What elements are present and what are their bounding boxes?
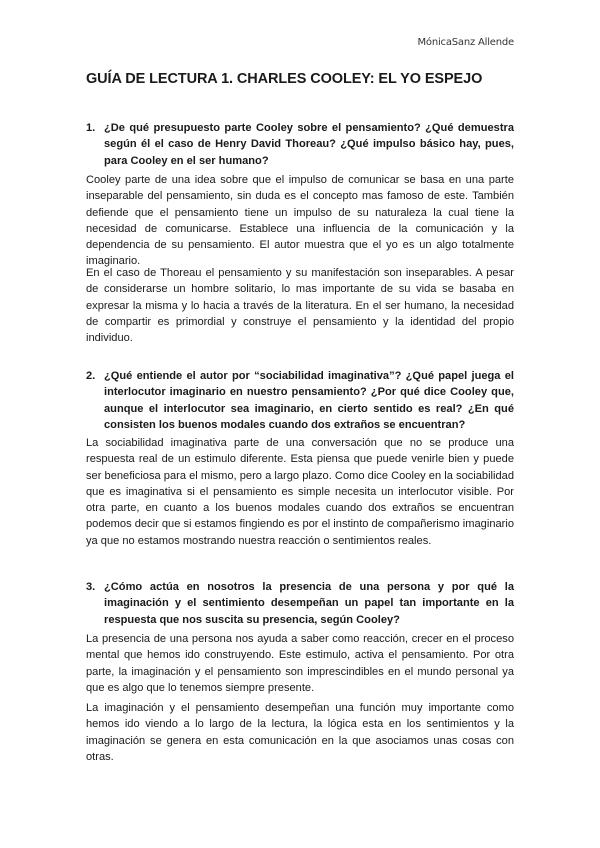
question-text: ¿Cómo actúa en nosotros la presencia de una persona y por qué la imaginación y el sentimiento desempeñan un papel tan importante en la respuesta que nos suscita su presencia, según Cooley? xyxy=(104,581,514,626)
section-3-paragraph-1: La presencia de una persona nos ayuda a saber como reacción, crecer en el proceso mental que hemos ido construyendo. Este estimulo, activa el pensamiento. Por otra parte, la imaginación y el pensamiento son imprescindibles en el mundo personal ya que es algo que lo tenemos siempre presente. xyxy=(86,633,514,694)
question-number: 3. xyxy=(86,581,96,593)
section-1-paragraph-2: En el caso de Thoreau el pensamiento y su manifestación son inseparables. A pesar de considerarse un hombre solitario, lo mas importante de su vida se basaba en expresar la misma y lo hacia a través de la literatura. En el ser humano, la necesidad de compartir es primordial y construye el pensamiento y la identidad del propio individuo. xyxy=(86,267,514,345)
section-3-question xyxy=(86,579,514,628)
section-1-question xyxy=(86,120,514,169)
question-number: 2. xyxy=(86,370,96,382)
section-3-paragraph-2: La imaginación y el pensamiento desempeñan una función muy importante como hemos ido viendo a lo largo de la lectura, la lógica esta en los sentimientos y la imaginación se genera en esta comunicación en la que asociamos unas cosas con otras. xyxy=(86,702,514,763)
question-text: ¿De qué presupuesto parte Cooley sobre el pensamiento? ¿Qué demuestra según él el caso de Henry David Thoreau? ¿Qué impulso básico hay, pues, para Cooley en el ser humano? xyxy=(104,122,514,167)
section-1-paragraph-1: Cooley parte de una idea sobre que el impulso de comunicar se basa en una parte inseparable del pensamiento, sin duda es el concepto mas famoso de este. También defiende que el pensamiento tiene un impulso de su naturaleza la cual tiene la necesidad de comunicarse. Establece una influencia de la comunicación y la dependencia de su pensamiento. El autor muestra que el yo es un algo totalmente imaginario. xyxy=(86,174,514,268)
section-2-question xyxy=(86,368,514,434)
page-title: GUÍA DE LECTURA 1. CHARLES COOLEY: EL YO ESPEJO xyxy=(86,71,483,87)
header-author: MónicaSanz Allende xyxy=(417,37,514,48)
question-text: ¿Qué entiende el autor por “sociabilidad imaginativa”? ¿Qué papel juega el interlocutor imaginario en nuestro pensamiento? ¿Por qué dice Cooley que, aunque el interlocutor sea imaginario, en cierto sentido es real? ¿En qué consisten los buenos modales cuando dos extraños se encuentran? xyxy=(104,370,514,432)
section-2-paragraph-1: La sociabilidad imaginativa parte de una conversación que no se produce una respuesta real de un estimulo diferente. Esta piensa que puede venirle bien y puede ser beneficiosa para el mismo, pero a largo plazo. Como dice Cooley en la sociabilidad que es imaginativa si el pensamiento es simple necesita un interlocutor visible. Por otra parte, en cuanto a los buenos modales cuando dos extraños se encuentran podemos decir que si estamos fingiendo es por el instinto de compañerismo imaginario ya que no estamos mostrando nuestra reacción o sentimientos reales. xyxy=(86,437,514,547)
question-number: 1. xyxy=(86,122,96,134)
